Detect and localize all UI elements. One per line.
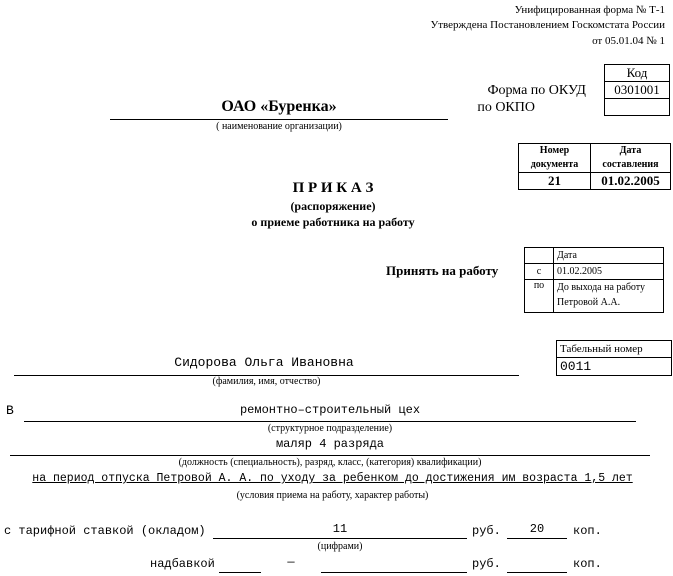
bonus-rub-label: руб. bbox=[472, 557, 501, 571]
order-title: П Р И К А З bbox=[292, 180, 374, 196]
accept-date-header: Дата bbox=[554, 248, 664, 264]
okpo-value bbox=[605, 99, 670, 116]
bonus-rub-value: — bbox=[287, 555, 295, 569]
tab-number-table bbox=[556, 340, 672, 376]
salary-kop-value: 20 bbox=[529, 522, 545, 536]
position-caption: (должность (специальность), разряд, класс, (категория) квалификации) bbox=[178, 457, 482, 468]
bonus-kop-underline bbox=[507, 572, 567, 573]
doc-num-header: Номер документа bbox=[519, 144, 591, 173]
accept-to-value bbox=[554, 280, 664, 313]
department-caption: (структурное подразделение) bbox=[267, 423, 393, 434]
org-underline bbox=[110, 119, 448, 120]
kod-header: Код bbox=[605, 65, 670, 82]
accept-to-value-line1: До выхода на работу bbox=[557, 282, 646, 293]
org-name: ОАО «Буренка» bbox=[221, 98, 337, 115]
form-header-line1: Унифицированная форма № Т-1 bbox=[514, 4, 665, 16]
doc-table bbox=[518, 143, 671, 190]
bonus-underline-left bbox=[219, 572, 261, 573]
okud-value: 0301001 bbox=[605, 82, 670, 99]
conditions-value: на период отпуска Петровой А. А. по уходу за ребенком до достижения им возраста 1,5 лет bbox=[32, 472, 633, 485]
bonus-kop-label: коп. bbox=[573, 557, 602, 571]
tab-number-value: 0011 bbox=[557, 358, 672, 376]
conditions-caption: (условия приема на работу, характер работы) bbox=[236, 490, 429, 501]
okud-label: Форма по ОКУД bbox=[487, 83, 586, 98]
doc-date-header: Дата составления bbox=[591, 144, 671, 173]
bonus-underline-right bbox=[321, 572, 467, 573]
form-header-line3: от 05.01.04 № 1 bbox=[592, 35, 665, 47]
department-value: ремонтно–строительный цех bbox=[239, 403, 421, 417]
accept-from-value: 01.02.2005 bbox=[554, 264, 664, 280]
employee-name: Сидорова Ольга Ивановна bbox=[174, 355, 354, 370]
form-header-line2: Утверждена Постановлением Госкомстата России bbox=[430, 19, 665, 31]
salary-kop-underline bbox=[507, 538, 567, 539]
accept-to-label: по bbox=[525, 280, 554, 313]
accept-label: Принять на работу bbox=[386, 263, 499, 278]
org-caption: ( наименование организации) bbox=[216, 121, 342, 132]
salary-kop-label: коп. bbox=[573, 524, 602, 538]
salary-label: с тарифной ставкой (окладом) bbox=[4, 524, 206, 538]
doc-num-value: 21 bbox=[519, 173, 591, 190]
codes-table bbox=[604, 64, 670, 116]
salary-caption: (цифрами) bbox=[317, 541, 363, 552]
salary-rub-underline bbox=[213, 538, 467, 539]
doc-date-value: 01.02.2005 bbox=[591, 173, 671, 190]
bonus-label: надбавкой bbox=[150, 557, 215, 571]
tab-number-header: Табельный номер bbox=[557, 341, 672, 358]
accept-dates-table bbox=[524, 247, 664, 313]
salary-rub-value: 11 bbox=[332, 522, 348, 536]
accept-to-value-line2: Петровой А.А. bbox=[557, 297, 621, 308]
accept-from-label: с bbox=[525, 264, 554, 280]
order-about: о приеме работника на работу bbox=[251, 215, 415, 229]
position-underline bbox=[10, 455, 650, 456]
okpo-label: по ОКПО bbox=[477, 100, 535, 115]
department-underline bbox=[24, 421, 636, 422]
salary-rub-label: руб. bbox=[472, 524, 501, 538]
position-value: маляр 4 разряда bbox=[275, 437, 385, 451]
accept-empty-cell bbox=[525, 248, 554, 264]
employee-caption: (фамилия, имя, отчество) bbox=[212, 376, 321, 387]
order-subtitle: (распоряжение) bbox=[290, 199, 376, 213]
department-prefix: В bbox=[6, 403, 14, 418]
